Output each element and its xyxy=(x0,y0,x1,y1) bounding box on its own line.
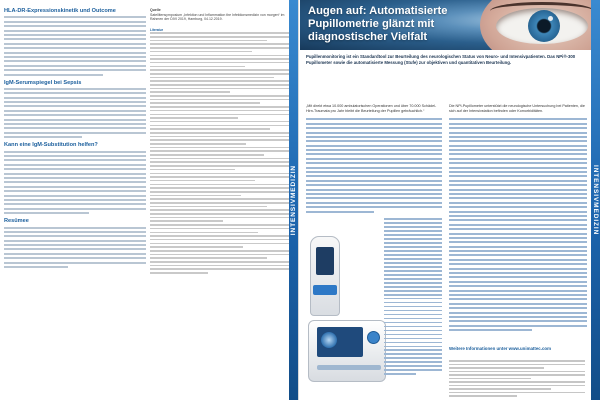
left-page-column-2 xyxy=(150,8,296,276)
source-note xyxy=(150,8,296,22)
right-page xyxy=(300,0,600,400)
article-body-lines xyxy=(306,118,442,212)
docking-station-icon xyxy=(308,320,386,382)
section-title: IgM-Serumspiegel bei Sepsis xyxy=(4,79,82,86)
website-link[interactable]: Weitere Informationen unter www.unimattec.com xyxy=(449,346,551,351)
section-side-tab xyxy=(289,0,298,400)
right-page-column-1 xyxy=(306,104,442,217)
section-body-lines xyxy=(4,227,146,269)
source-text: Satellitensymposium „Infektion und Inflammation the Infektionsmedizin von morgen“ im Rahmen der DIVI 2019, Hamburg, 04.12.2019. xyxy=(150,12,285,22)
article-intro: Pupillenmonitoring ist ein Standardtool zur Beurteilung des neurologischen Status von Neuro- und Intensivpatienten. Das NPi®-300 Pupillometer sowie die automatisierte Messung (Stufe) zur objektiven und quantitativen Beurteilung. xyxy=(306,54,576,65)
source-label: Quelle xyxy=(150,8,161,12)
section-title: Resümee xyxy=(4,218,29,225)
article-quote: „Mit direkt etwa 10.000 ambulatorischen Operationen und über 70.000 Schädel-Hirn-Traumata pro Jahr bleibt die Beurteilung der Pupillen gebräuchlich.“ xyxy=(306,104,437,114)
handheld-pupillometer-icon xyxy=(310,236,340,316)
article-intro-block xyxy=(306,54,587,70)
section-side-tab-label: INTENSIVMEDIZIN xyxy=(592,164,599,236)
section-side-tab-label: INTENSIVMEDIZIN xyxy=(290,164,297,236)
reference-list xyxy=(150,28,296,274)
section-title: HLA-DR-Expressionskinetik und Outcome xyxy=(4,8,116,14)
article-body-text: Die NPi-Pupillometer unterstützt die neurologische Untersuchung bei Patienten, die sich auf der Intensivstation befinden oder Komorbiditäten. xyxy=(449,104,585,114)
section-body-lines xyxy=(4,151,146,214)
footnote-references xyxy=(449,360,585,399)
article-body-lines xyxy=(449,118,587,331)
section-body-lines xyxy=(4,88,146,138)
left-page-column-1 xyxy=(4,8,146,272)
article-body-lines xyxy=(384,218,442,377)
section-body-lines xyxy=(4,16,146,75)
reference-label: Literatur xyxy=(150,28,163,33)
eye-header-image xyxy=(300,0,591,50)
section-side-tab xyxy=(591,0,600,400)
section-title: Kann eine IgM-Substitution helfen? xyxy=(4,142,98,149)
pupillometer-photo xyxy=(306,218,442,392)
right-page-column-2 xyxy=(449,104,587,335)
article-headline: Augen auf: Automatisierte Pupillometrie glänzt mit diagnostischer Vielfalt xyxy=(308,5,448,44)
left-page xyxy=(0,0,299,400)
